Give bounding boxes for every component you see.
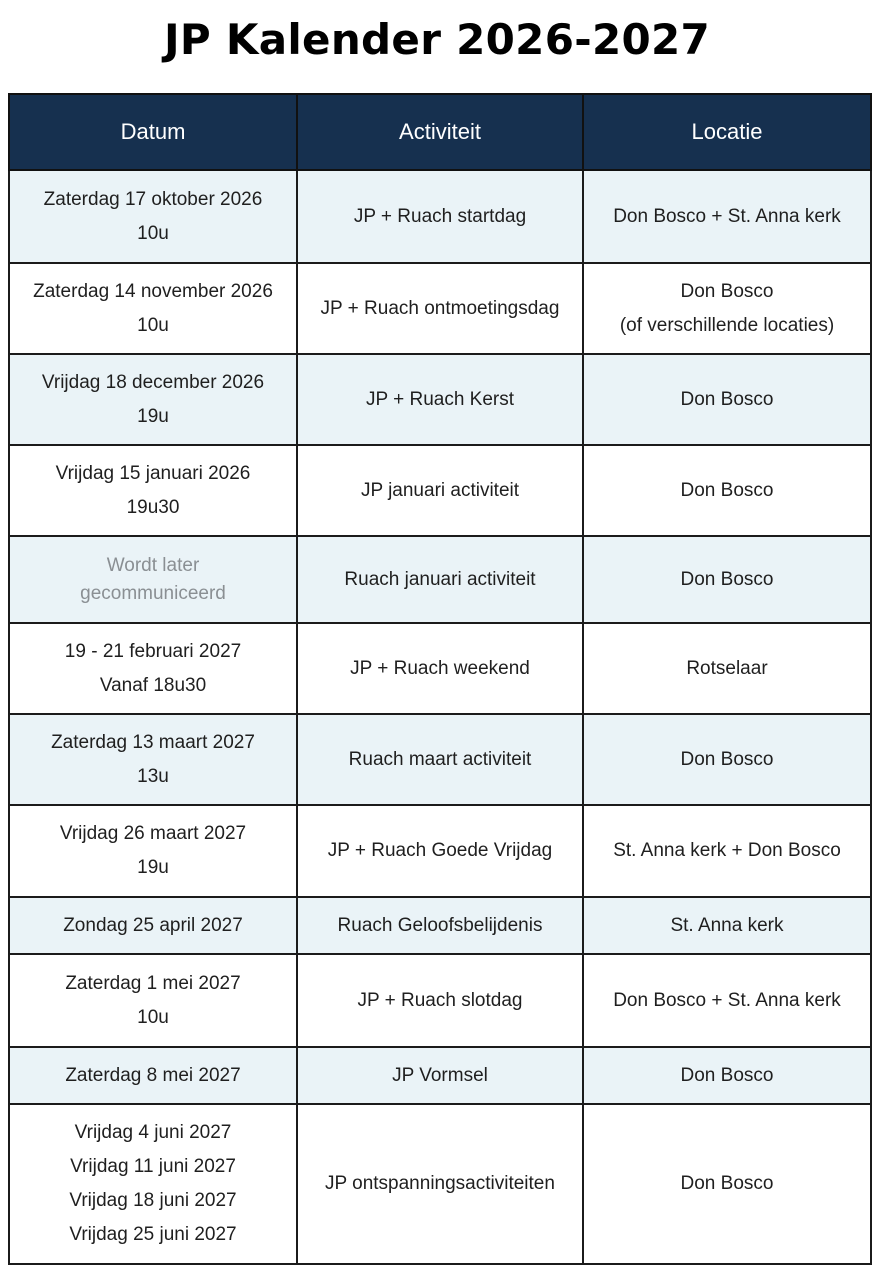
cell-datum	[9, 445, 297, 536]
cell-locatie	[583, 1047, 871, 1104]
cell-locatie	[583, 263, 871, 354]
cell-datum	[9, 954, 297, 1047]
table-row	[9, 1047, 871, 1104]
cell-activiteit: JP + Ruach slotdag	[297, 954, 583, 1047]
location-text: Don Bosco	[680, 479, 774, 501]
cell-locatie	[583, 954, 871, 1047]
cell-datum	[9, 263, 297, 354]
location-text: Don Bosco	[680, 1064, 774, 1086]
cell-datum	[9, 1104, 297, 1264]
table-row	[9, 170, 871, 263]
column-header-datum: Datum	[9, 94, 297, 170]
cell-activiteit: JP Vormsel	[297, 1047, 583, 1104]
date-text: Zaterdag 17 oktober 2026	[43, 188, 263, 210]
location-text: St. Anna kerk	[670, 914, 784, 936]
cell-locatie	[583, 623, 871, 714]
location-text: Don Bosco	[680, 748, 774, 770]
cell-activiteit: Ruach maart activiteit	[297, 714, 583, 805]
table-row	[9, 445, 871, 536]
table-row	[9, 954, 871, 1047]
column-header-locatie: Locatie	[583, 94, 871, 170]
date-text: Zaterdag 1 mei 2027	[65, 972, 241, 994]
cell-activiteit: Ruach januari activiteit	[297, 536, 583, 623]
date-text: Vrijdag 18 december 2026	[41, 371, 265, 393]
time-text: Vanaf 18u30	[99, 674, 207, 696]
date-text: Vrijdag 4 juni 2027	[74, 1122, 232, 1143]
cell-locatie	[583, 1104, 871, 1264]
location-text: Don Bosco + St. Anna kerk	[613, 989, 841, 1011]
table-row	[9, 1104, 871, 1264]
location-note: (of verschillende locaties)	[619, 314, 835, 336]
location-text: Don Bosco + St. Anna kerk	[613, 205, 841, 227]
cell-locatie	[583, 714, 871, 805]
table-row	[9, 354, 871, 445]
table-row	[9, 714, 871, 805]
calendar-table	[8, 93, 872, 1265]
cell-locatie	[583, 170, 871, 263]
date-text: Zaterdag 14 november 2026	[33, 280, 273, 302]
table-row	[9, 536, 871, 623]
cell-activiteit: JP januari activiteit	[297, 445, 583, 536]
location-text: Don Bosco	[680, 568, 774, 590]
date-text: Zondag 25 april 2027	[63, 914, 243, 936]
column-header-activiteit: Activiteit	[297, 94, 583, 170]
cell-locatie	[583, 805, 871, 897]
date-text: Vrijdag 25 juni 2027	[69, 1224, 237, 1245]
cell-locatie	[583, 354, 871, 445]
cell-datum	[9, 714, 297, 805]
date-text: Vrijdag 11 juni 2027	[70, 1156, 236, 1177]
cell-activiteit: JP + Ruach Goede Vrijdag	[297, 805, 583, 897]
time-text: 10u	[137, 1006, 169, 1028]
date-text: Vrijdag 15 januari 2026	[55, 462, 251, 484]
cell-locatie	[583, 445, 871, 536]
time-text: 19u	[137, 857, 169, 878]
cell-activiteit: JP ontspanningsactiviteiten	[297, 1104, 583, 1264]
table-header-row	[9, 94, 871, 170]
date-text: Vrijdag 18 juni 2027	[69, 1190, 237, 1211]
time-text: 19u	[137, 405, 169, 427]
cell-activiteit: JP + Ruach ontmoetingsdag	[297, 263, 583, 354]
date-text: 19 - 21 februari 2027	[64, 640, 242, 662]
cell-activiteit: JP + Ruach Kerst	[297, 354, 583, 445]
cell-datum	[9, 354, 297, 445]
cell-locatie	[583, 536, 871, 623]
cell-datum	[9, 170, 297, 263]
cell-activiteit: JP + Ruach weekend	[297, 623, 583, 714]
cell-activiteit: JP + Ruach startdag	[297, 170, 583, 263]
time-text: 19u30	[126, 496, 180, 518]
date-text: Zaterdag 13 maart 2027	[51, 731, 255, 753]
location-text: St. Anna kerk + Don Bosco	[613, 840, 841, 861]
cell-activiteit: Ruach Geloofsbelijdenis	[297, 897, 583, 954]
date-text: Vrijdag 26 maart 2027	[59, 823, 247, 844]
cell-datum	[9, 623, 297, 714]
table-row	[9, 897, 871, 954]
table-row	[9, 805, 871, 897]
time-text: 10u	[137, 222, 169, 244]
location-text: Rotselaar	[686, 657, 768, 679]
date-text: Zaterdag 8 mei 2027	[65, 1064, 241, 1086]
table-row	[9, 263, 871, 354]
cell-datum	[9, 1047, 297, 1104]
date-pending-text: gecommuniceerd	[80, 582, 226, 604]
date-pending-text: Wordt later	[106, 554, 200, 576]
location-text: Don Bosco	[680, 388, 774, 410]
cell-datum	[9, 805, 297, 897]
cell-datum	[9, 536, 297, 623]
cell-locatie	[583, 897, 871, 954]
location-text: Don Bosco	[680, 280, 774, 302]
location-text: Don Bosco	[680, 1173, 774, 1194]
cell-datum	[9, 897, 297, 954]
time-text: 13u	[137, 765, 169, 787]
table-row	[9, 623, 871, 714]
page-title: JP Kalender 2026-2027	[163, 15, 711, 64]
time-text: 10u	[137, 314, 169, 336]
